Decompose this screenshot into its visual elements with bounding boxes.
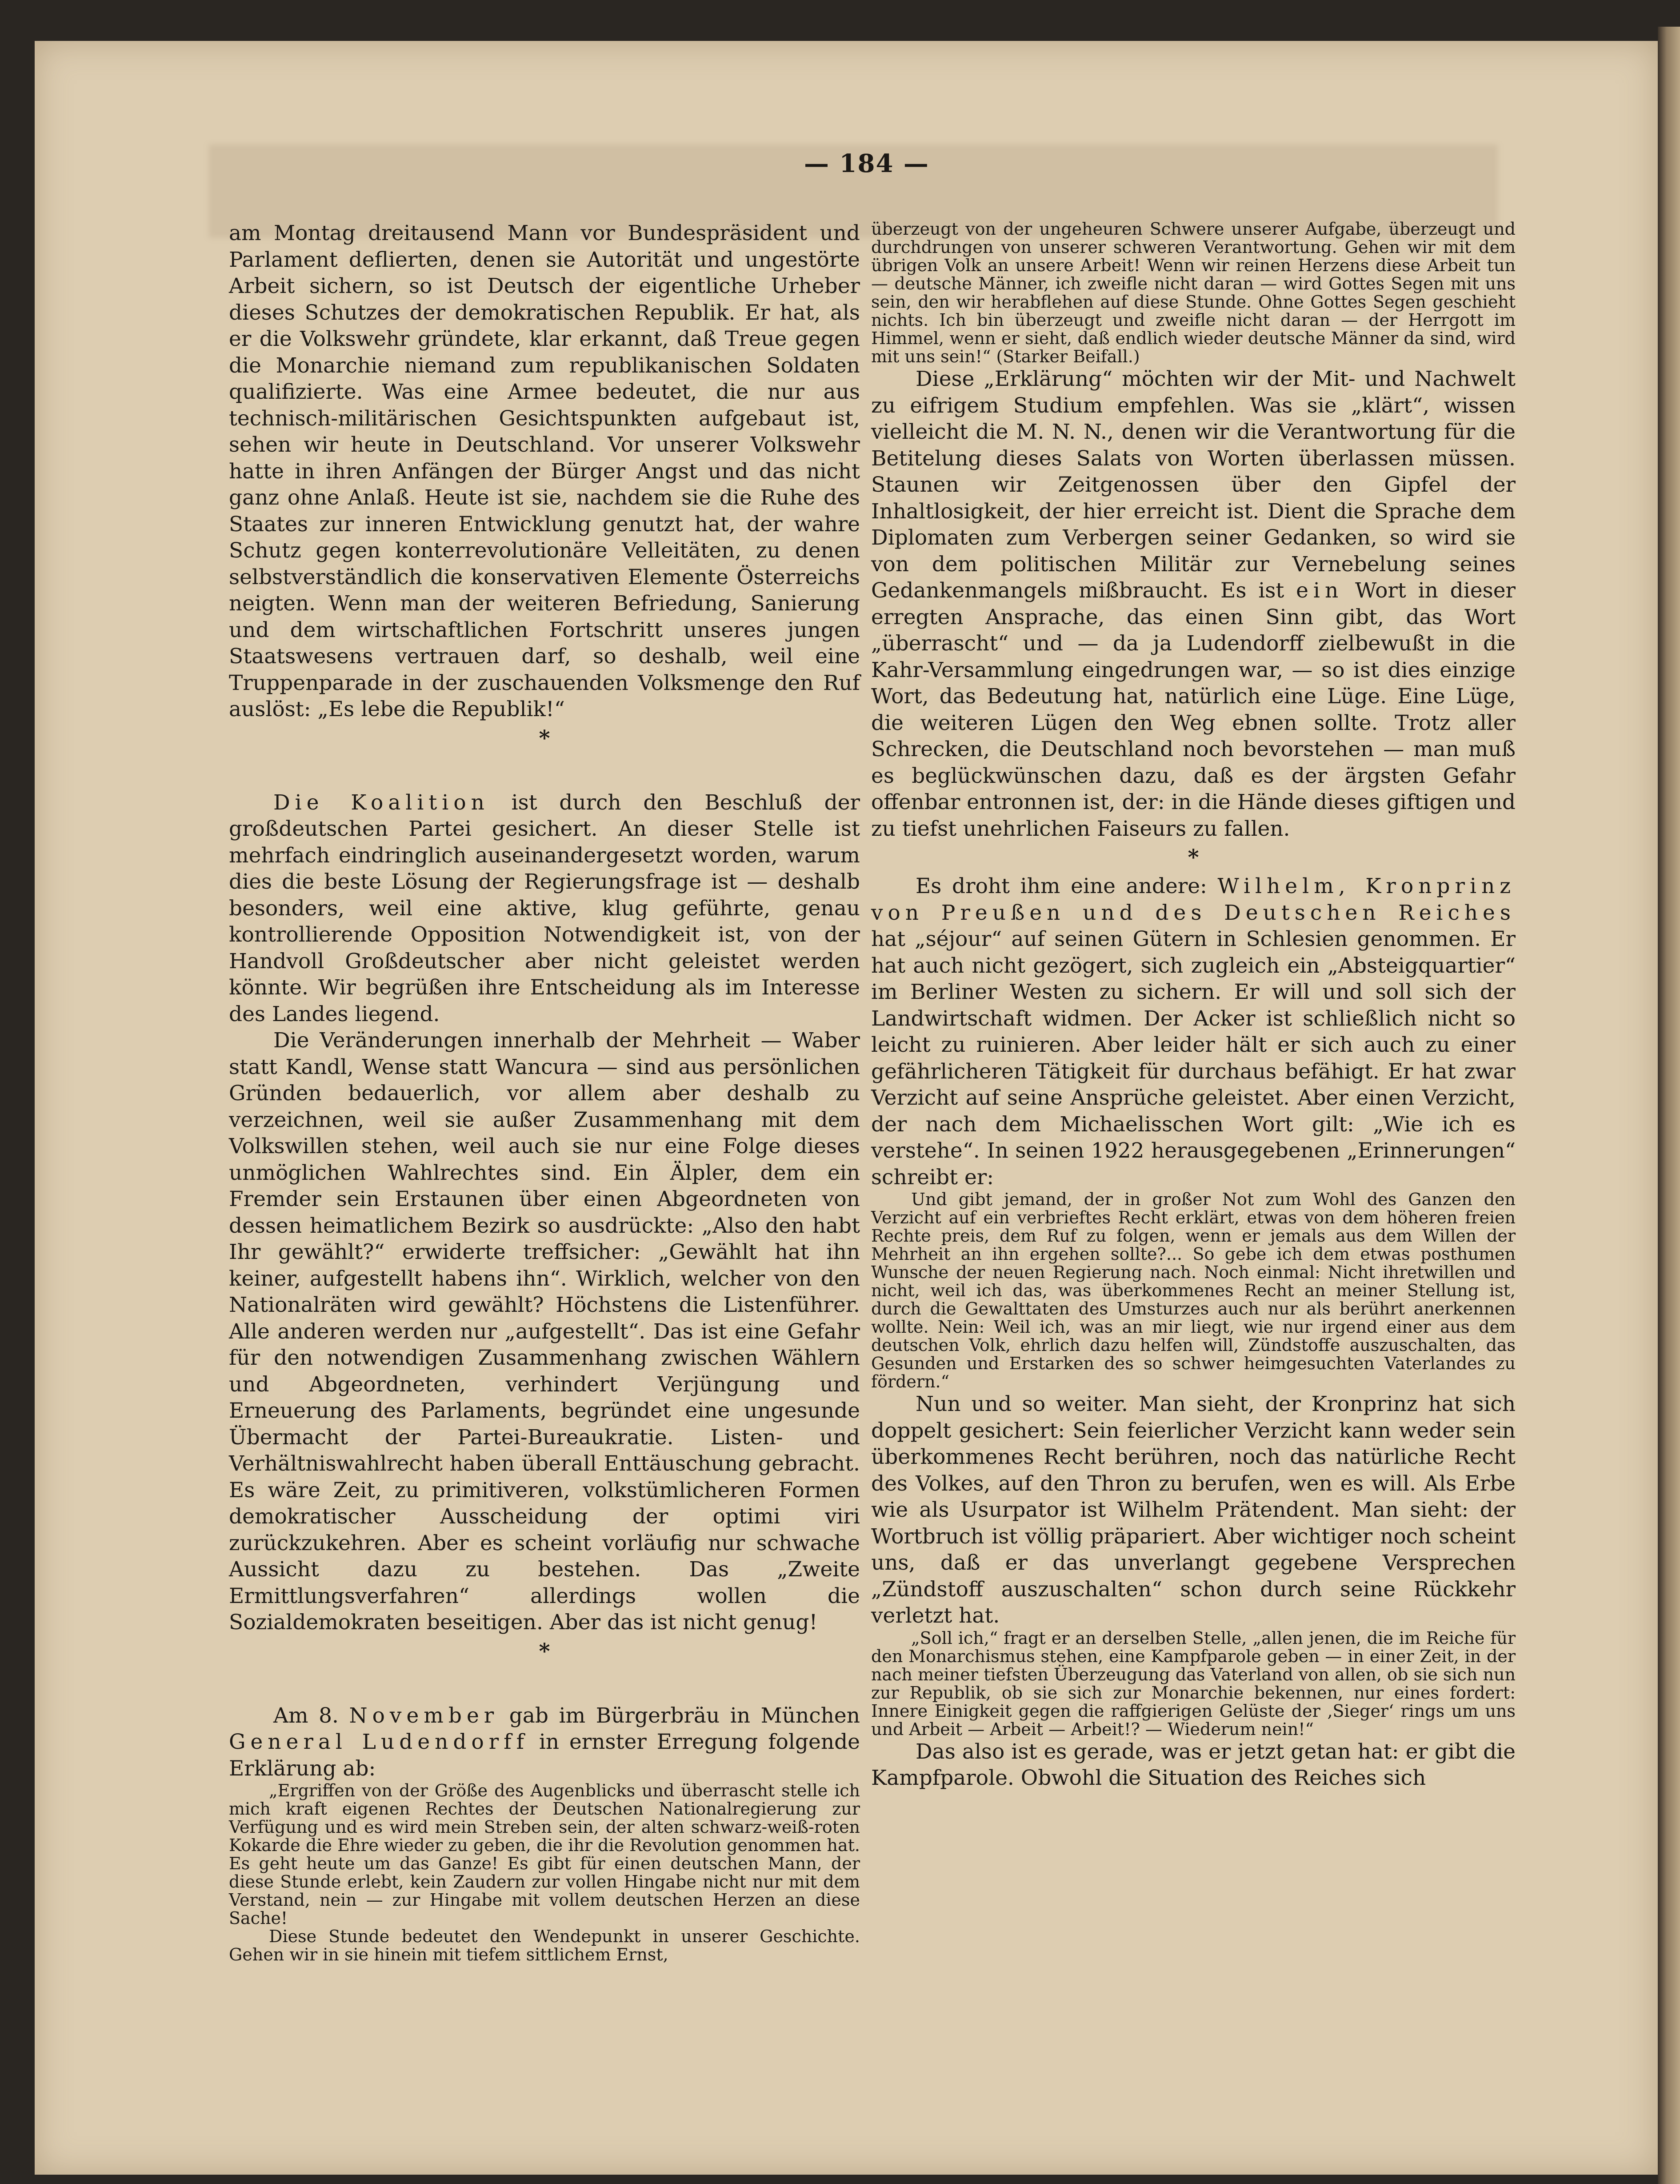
spaced-term: Die Koalition [273, 790, 489, 815]
paragraph: Das also ist es gerade, was er jetzt getan hat: er gibt die Kampfparole. Obwohl die Situation des Reiches sich [871, 1739, 1516, 1790]
paragraph-erklaerung [871, 366, 1516, 842]
paragraph-text: gab im Bürgerbräu in München [499, 1703, 860, 1728]
spaced-term: Wilhelm, Kronprinz von Preußen und des Deutschen Reiches [871, 874, 1516, 925]
adjacent-page-edge [1658, 27, 1680, 2184]
paragraph-text: Diese „Erklärung“ möchten wir der Mit- und Nachwelt zu eifrigem Studium empfehlen. Was sie „klärt“, wissen vielleicht die M. N. N., denen wir die Verantwortung für die Betitelung dieses Salats von Worten überlassen müssen. Staunen wir Zeitgenossen über den Gipfel der Inhaltlosigkeit, der hier erreicht ist. Dient die Sprache dem Diplomaten zum Verbergen seiner Gedanken, so wird sie von dem politischen Militär zur Vernebelung seines Gedankenmangels mißbraucht. Es ist [871, 367, 1516, 603]
block-quote: überzeugt von der ungeheuren Schwere unserer Aufgabe, überzeugt und durchdrungen von unserer schweren Verantwortung. Gehen wir mit dem übrigen Volk an unsere Arbeit! Wenn wir reinen Herzens diese Arbeit tun — deutsche Männer, ich zweifle nicht daran — wird Gottes Segen mit uns sein, den wir herabflehen auf diese Stunde. Ohne Gottes Segen geschieht nichts. Ich bin überzeugt und zweifle nicht daran — der Herrgott im Himmel, wenn er sieht, daß endlich wieder deutsche Männer da sind, wird mit uns sein!“ (Starker Beifall.) [871, 219, 1516, 366]
paragraph: Nun und so weiter. Man sieht, der Kronprinz hat sich doppelt gesichert: Sein feierlicher Verzicht kann weder sein überkommenes Recht berühren, noch das natürliche Recht des Volkes, auf den Thron zu berufen, wen es will. Als Erbe wie als Usurpator ist Wilhelm Prätendent. Man sieht: der Wortbruch ist völlig präpariert. Aber wichtiger noch scheint uns, daß er das unverlangt gegebene Versprechen „Zündstoff auszuschalten“ schon durch seine Rückkehr verletzt hat. [871, 1392, 1516, 1628]
left-column [229, 220, 860, 1964]
right-column [871, 220, 1516, 1791]
paragraph-text: Am 8. [273, 1703, 349, 1728]
paragraph-kronprinz [871, 873, 1516, 1190]
spaced-term: General Ludendorff [229, 1730, 529, 1754]
paragraph-koalition [229, 789, 860, 1028]
spaced-term: November [349, 1703, 499, 1728]
paragraph-ludendorff [229, 1703, 860, 1782]
paragraph-text: Es droht ihm eine andere: [916, 874, 1218, 898]
page-number: — 184 — [804, 149, 929, 178]
paragraph: am Montag dreitausend Mann vor Bundespräsident und Parlament deflierten, denen sie Autorität und ungestörte Arbeit sichern, so ist Deutsch der eigentliche Urheber dieses Schutzes der demokratischen Republik. Er hat, als er die Volkswehr gründete, klar erkannt, daß Treue gegen die Monarchie niemand zum republikanischen Soldaten qualifizierte. Was eine Armee bedeutet, die nur aus technisch-militärischen Gesichtspunkten aufgebaut ist, sehen wir heute in Deutschland. Vor unserer Volkswehr hatte in ihren Anfängen der Bürger Angst und das nicht ganz ohne Anlaß. Heute ist sie, nachdem sie die Ruhe des Staates zur inneren Entwicklung genutzt hat, der wahre Schutz gegen konterrevolutionäre Velleitäten, zu denen selbstverständlich die konservativen Elemente Österreichs neigten. Wenn man der weiteren Befriedung, Sanierung und dem wirtschaftlichen Fortschritt unseres jungen Staatswesens vertrauen darf, so deshalb, weil eine Truppenparade in der zuschauenden Volksmenge den Ruf auslöst: „Es lebe die Republik!“ [229, 221, 860, 721]
paragraph-text: Wort in dieser erregten Ansprache, das einen Sinn gibt, das Wort „überrascht“ und — da ja Ludendorff zielbewußt in die Kahr-Versammlung eingedrungen war, — so ist dies einzige Wort, das Bedeutung hat, natürlich eine Lüge. Eine Lüge, die weiteren Lügen den Weg ebnen sollte. Trotz aller Schrecken, die Deutschland noch bevorstehen — man muß es beglückwünschen dazu, daß es der ärgsten Gefahr offenbar entronnen ist, der: in die Hände dieses giftigen und zu tiefst unehrlichen Faiseurs zu fallen. [871, 578, 1516, 841]
section-divider-star: * [539, 1639, 550, 1664]
block-quote: Und gibt jemand, der in großer Not zum Wohl des Ganzen den Verzicht auf ein verbrieftes Recht erklärt, etwas von dem höheren freien Rechte preis, dem Ruf zu folgen, wenn er jemals aus dem Willen der Mehrheit an ihn ergehen sollte?... So gebe ich dem etwas posthumen Wunsche der neuen Regierung nach. Noch einmal: Nicht ihretwillen und nicht, weil ich das, was überkommenes Recht an meiner Stellung ist, durch die Gewalttaten des Umsturzes auch nur als berührt anerkennen wollte. Nein: Weil ich, was an mir liegt, wie nur irgend einer aus dem deutschen Volk, ehrlich dazu helfen will, Zündstoffe auszuschalten, das Gesunden und Erstarken des so schwer heimgesuchten Vaterlandes zu fördern.“ [871, 1190, 1516, 1391]
paragraph-text: hat „séjour“ auf seinen Gütern in Schlesien genommen. Er hat auch nicht gezögert, sich zugleich ein „Absteigquartier“ im Berliner Westen zu sichern. Er will und soll sich der Landwirtschaft widmen. Der Acker ist schließlich nicht so leicht zu ruinieren. Aber leider hält er sich auch zu einer gefährlicheren Tätigkeit für durchaus befähigt. Er hat zwar Verzicht auf seine Ansprüche geleistet. Aber einen Verzicht, der nach dem Michaelisschen Wort gilt: „Wie ich es verstehe“. In seinen 1922 herausgegebenen „Erinnerungen“ schreibt er: [871, 927, 1516, 1190]
section-divider-star: * [539, 725, 550, 751]
block-quote: „Ergriffen von der Größe des Augenblicks und überrascht stelle ich mich kraft eigenen Rechtes der Deutschen Nationalregierung zur Verfügung und es wird mein Streben sein, der alten schwarz-weiß-roten Kokarde die Ehre wieder zu geben, die ihr die Revolution genommen hat. Es geht heute um das Ganze! Es gibt für einen deutschen Mann, der diese Stunde erlebt, kein Zaudern zur vollen Hingabe nicht nur mit dem Verstand, nein — zur Hingabe mit vollem deutschen Herzen an diese Sache! [229, 1781, 860, 1928]
block-quote: Diese Stunde bedeutet den Wendepunkt in unserer Geschichte. Gehen wir in sie hinein mit tiefem sittlichem Ernst, [229, 1927, 860, 1964]
paragraph: Die Veränderungen innerhalb der Mehrheit — Waber statt Kandl, Wense statt Wancura — sind aus persönlichen Gründen bedauerlich, vor allem aber deshalb zu verzeichnen, weil sie außer Zusammenhang mit dem Volkswillen stehen, weil auch sie nur eine Folge dieses unmöglichen Wahlrechtes sind. Ein Älpler, dem ein Fremder sein Erstaunen über einen Abgeordneten von dessen heimatlichem Bezirk so ausdrückte: „Also den habt Ihr gewählt?“ erwiderte treffsicher: „Gewählt hat ihn keiner, aufgestellt habens ihn“. Wirklich, welcher von den Nationalräten wird gewählt? Höchstens die Listenführer. Alle anderen werden nur „aufgestellt“. Das ist eine Gefahr für den notwendigen Zusammenhang zwischen Wählern und Abgeordneten, verhindert Verjüngung und Erneuerung des Parlaments, begründet eine ungesunde Übermacht der Partei-Bureaukratie. Listen- und Verhältniswahlrecht haben überall Enttäuschung gebracht. Es wäre Zeit, zu primitiveren, volkstümlicheren Formen demokratischer Ausscheidung der optimi viri zurückzukehren. Aber es scheint vorläufig nur schwache Aussicht dazu zu bestehen. Das „Zweite Ermittlungsverfahren“ allerdings wollen die Sozialdemokraten beseitigen. Aber das ist nicht genug! [229, 1028, 860, 1635]
paragraph-text: in ernster Erregung folgende Erklärung ab: [229, 1730, 860, 1781]
section-divider-star: * [1188, 845, 1199, 870]
block-quote: „Soll ich,“ fragt er an derselben Stelle, „allen jenen, die im Reiche für den Monarchismus stehen, eine Kampfparole geben — in einer Zeit, in der nach meiner tiefsten Überzeugung das Vaterland von allen, ob sie sich nun zur Republik, ob sie sich zur Monarchie bekennen, nur eines fordert: Innere Einigkeit gegen die raffgierigen Gelüste der ‚Sieger‘ rings um uns und Arbeit — Arbeit — Arbeit!? — Wiederum nein!“ [871, 1628, 1516, 1739]
paragraph-text: ist durch den Beschluß der großdeutschen Partei gesichert. An dieser Stelle ist mehrfach eindringlich auseinandergesetzt worden, warum dies die beste Lösung der Regierungsfrage ist — deshalb besonders, weil eine aktive, klug geführte, genau kontrollierende Opposition Notwendigkeit ist, von der Handvoll Großdeutscher aber nicht geleistet werden könnte. Wir begrüßen ihre Entscheidung als im Interesse des Landes liegend. [229, 790, 860, 1026]
spaced-term: ein [1296, 578, 1344, 603]
